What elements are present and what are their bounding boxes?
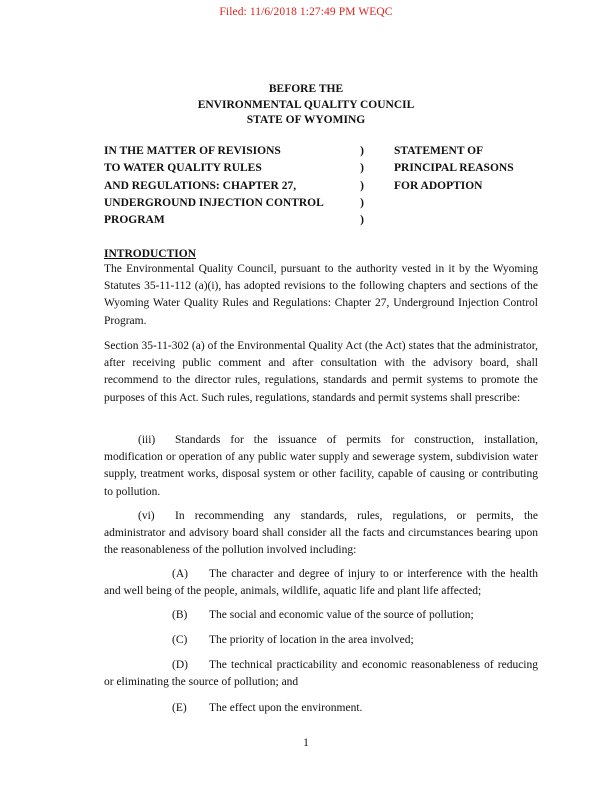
intro-paragraph-1: The Environmental Quality Council, pursuant to the authority vested in it by the Wyoming Statutes 35-11-112 (a)(i), has adopted revisions to the following chapters and sections of the Wyoming Water Quality Rules and Regulations: Chapter 27, Underground Injection Control Program. bbox=[104, 263, 538, 327]
sub-item-label: (B) bbox=[172, 609, 188, 621]
item-text: Standards for the issuance of permits for construction, installation, modification or operation of any public water supply and sewerage system, subdivision water supply, treatment works, disposal system or other facility, capable of causing or contributing to pollution. bbox=[104, 434, 538, 498]
heading-line-3: STATE OF WYOMING bbox=[246, 114, 366, 126]
item-text: In recommending any standards, rules, regulations, or permits, the administrator and advisory board shall consider all the facts and circumstances bearing upon the reasonableness of the pollution involved including: bbox=[104, 510, 538, 557]
sub-item-e bbox=[104, 700, 538, 717]
sub-item-label: (C) bbox=[172, 634, 188, 646]
caption-document-type bbox=[394, 143, 534, 195]
caption-matter-line: AND REGULATIONS: CHAPTER 27, bbox=[104, 179, 297, 192]
sub-item-c bbox=[104, 632, 538, 649]
caption-paren: ) bbox=[360, 214, 364, 227]
document-heading bbox=[0, 82, 612, 129]
sub-item-label: (D) bbox=[172, 659, 188, 671]
section-title: INTRODUCTION bbox=[104, 248, 197, 260]
caption-paren: ) bbox=[360, 179, 364, 192]
sub-item-label: (A) bbox=[172, 568, 188, 580]
caption-matter-line: TO WATER QUALITY RULES bbox=[104, 162, 262, 175]
statute-item-iii bbox=[104, 432, 538, 501]
item-label: (vi) bbox=[138, 510, 155, 522]
statute-item-vi bbox=[104, 508, 538, 560]
intro-paragraph-2: Section 35-11-302 (a) of the Environmental Quality Act (the Act) states that the administrator, after receiving public comment and after consultation with the advisory board, shall recommend to the director rules, regulations, standards and permit systems to promote the purposes of this Act. Such rules, regulations, standards and permit systems shall prescribe: bbox=[104, 340, 538, 404]
caption-matter-line: PROGRAM bbox=[104, 214, 165, 227]
sub-item-text: The effect upon the environment. bbox=[209, 702, 363, 714]
caption-type-line: FOR ADOPTION bbox=[394, 179, 483, 192]
sub-item-text: The social and economic value of the source of pollution; bbox=[209, 609, 474, 621]
item-label: (iii) bbox=[138, 434, 156, 446]
sub-item-a bbox=[104, 566, 538, 600]
sub-item-text: The priority of location in the area involved; bbox=[209, 634, 414, 646]
sub-item-d bbox=[104, 657, 538, 691]
caption-matter-line: IN THE MATTER OF REVISIONS bbox=[104, 145, 281, 157]
caption-matter-line: UNDERGROUND INJECTION CONTROL bbox=[104, 196, 324, 209]
filed-stamp: Filed: 11/6/2018 1:27:49 PM WEQC bbox=[219, 6, 393, 18]
heading-line-2: ENVIRONMENTAL QUALITY COUNCIL bbox=[197, 98, 415, 111]
page-number: 1 bbox=[303, 737, 309, 749]
caption-parentheses bbox=[356, 143, 368, 229]
sub-item-b bbox=[104, 607, 538, 624]
caption-paren: ) bbox=[360, 145, 364, 157]
caption-type-line: STATEMENT OF bbox=[394, 145, 484, 157]
heading-line-1: BEFORE THE bbox=[268, 83, 344, 95]
case-caption bbox=[104, 143, 524, 229]
sub-item-label: (E) bbox=[172, 702, 187, 714]
caption-type-line: PRINCIPAL REASONS bbox=[394, 162, 514, 175]
caption-paren: ) bbox=[360, 162, 364, 175]
caption-paren: ) bbox=[360, 196, 364, 209]
sub-item-text: The technical practicability and economic reasonableness of reducing or eliminating the source of pollution; and bbox=[104, 659, 538, 689]
caption-matter bbox=[104, 143, 344, 229]
sub-item-text: The character and degree of injury to or interference with the health and well being of the people, animals, wildlife, aquatic life and plant life affected; bbox=[104, 568, 538, 598]
